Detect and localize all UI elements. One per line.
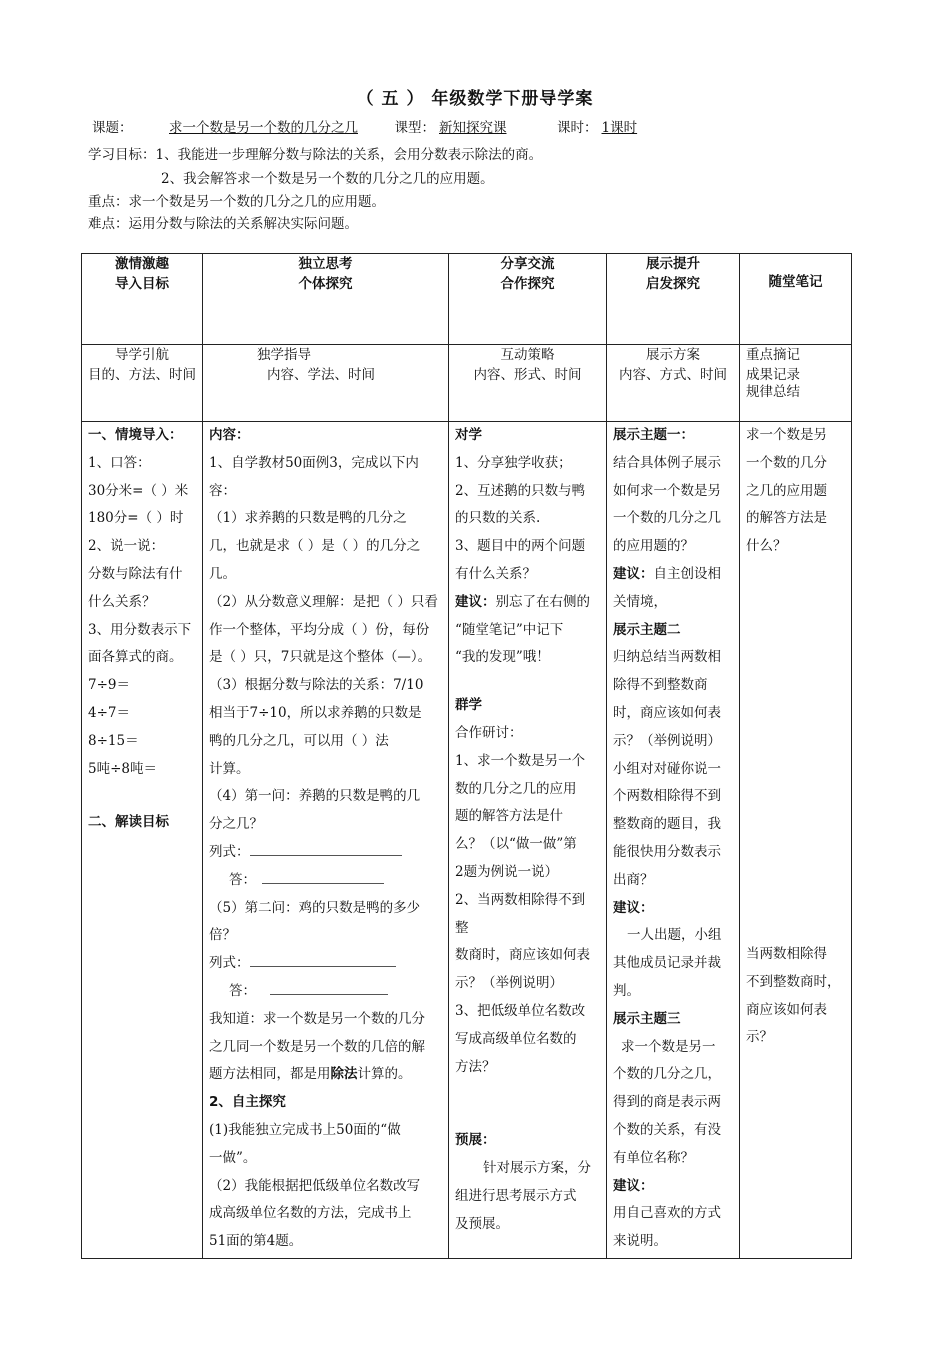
subheader-col5: 重点摘记 成果记录 规律总结 bbox=[740, 345, 852, 422]
goal-line-1: 学习目标：1、我能进一步理解分数与除法的关系，会用分数表示除法的商。 bbox=[88, 147, 543, 163]
header-col5: 随堂笔记 bbox=[740, 254, 852, 345]
header-col3: 分享交流 合作探究 bbox=[449, 254, 607, 345]
content-row bbox=[82, 422, 852, 1259]
hours-label: 课时： bbox=[557, 120, 598, 136]
hours-value: 1课时 bbox=[601, 120, 638, 136]
topic-label: 课题： bbox=[92, 120, 133, 136]
topic-value: 求一个数是另一个数的几分之几 bbox=[169, 120, 358, 136]
lesson-meta bbox=[92, 116, 666, 136]
col3-content: 对学 1、分享独学收获； 2、互述鹅的只数与鸭 的只数的关系. 3、题目中的两个问题 有什么关系？ 建议：别忘了在右侧的 “随堂笔记”中记下 “我的发现”哦！ 群学 合作研讨： 1、求一个数是另一个 数的几分之几的应用 题的解答方法是什 么？（以“做一做”第 2题为例说一说） 2、当两数相除得不到 整 数商时，商应该如何表 示？（举例说明） 3、把低级单位名数改 写成高级单位名数的 方法？ 预展： 针对展示方案，分 组进行思考展示方式 及预展。 bbox=[449, 422, 607, 1259]
difficult-point: 难点：运用分数与除法的关系解决实际问题。 bbox=[88, 216, 358, 232]
subheader-row bbox=[82, 345, 852, 422]
col5-content: 求一个数是另 一个数的几分 之几的应用题 的解答方法是 什么？ 当两数相除得 不到整数商时， 商应该如何表 示？ bbox=[740, 422, 852, 1259]
subheader-col2: 独学指导 内容、学法、时间 bbox=[203, 345, 449, 422]
header-col4: 展示提升 启发探究 bbox=[607, 254, 740, 345]
type-label: 课型： bbox=[394, 120, 435, 136]
header-row bbox=[82, 254, 852, 345]
col2-content: 内容： 1、自学教材50面例3，完成以下内 容： （1）求养鹅的只数是鸭的几分之 几，也就是求（ ）是（ ）的几分之几。 （2）从分数意义理解：是把（ ）只看 作一个整体，平均分成（ ）份，每份 是（ ）只，7只就是这个整体（—）。 （3）根据分数与除法的关系：7/10 相当于7÷10，所以求养鹅的只数是 鸭的几分之几，可以用（ ）法 计算。 （4）第一问：养鹅的只数是鸭的几 分之几？ 列式： 答： （5）第二问：鸡的只数是鸭的多少 倍？ 列式： 答： 我知道：求一个数是另一个数的几分 之几同一个数是另一个数的几倍的解 题方法相同，都是用除法计算的。 2、自主探究 (1)我能独立完成书上50面的“做 一做”。 （2）我能根据把低级单位名数改写 成高级单位名数的方法，完成书上 51面的第4题。 bbox=[203, 422, 449, 1259]
subheader-col3: 互动策略 内容、形式、时间 bbox=[449, 345, 607, 422]
col4-content: 展示主题一： 结合具体例子展示 如何求一个数是另 一个数的几分之几 的应用题的？ 建议：自主创设相 关情境， 展示主题二 归纳总结当两数相 除得不到整数商 时，商应该如何表 示？（举例说明） 小组对对碰你说一 个两数相除得不到 整数商的题目，我 能很快用分数表示 出商？ 建议： 一人出题，小组 其他成员记录并裁 判。 展示主题三 求一个数是另一 个数的几分之几， 得到的商是表示两 个数的关系，有没 有单位名称？ 建议： 用自己喜欢的方式 来说明。 bbox=[607, 422, 740, 1259]
subheader-col4: 展示方案 内容、方式、时间 bbox=[607, 345, 740, 422]
lesson-table bbox=[81, 253, 852, 1259]
key-point: 重点：求一个数是另一个数的几分之几的应用题。 bbox=[88, 194, 385, 210]
header-col2: 独立思考 个体探究 bbox=[203, 254, 449, 345]
subheader-col1: 导学引航 目的、方法、时间 bbox=[82, 345, 203, 422]
goal-line-2: 2、我会解答求一个数是另一个数的几分之几的应用题。 bbox=[161, 171, 494, 187]
type-value: 新知探究课 bbox=[439, 120, 507, 136]
header-col1: 激情激趣 导入目标 bbox=[82, 254, 203, 345]
page-title: （ 五 ） 年级数学下册导学案 bbox=[356, 89, 594, 109]
col1-content: 一、情境导入： 1、口答： 30分米=（ ）米 180分=（ ）时 2、说一说： 分数与除法有什 什么关系？ 3、用分数表示下 面各算式的商。 7÷9＝ 4÷7＝ 8÷15＝ 5吨÷8吨＝ 二、解读目标 bbox=[82, 422, 203, 1259]
